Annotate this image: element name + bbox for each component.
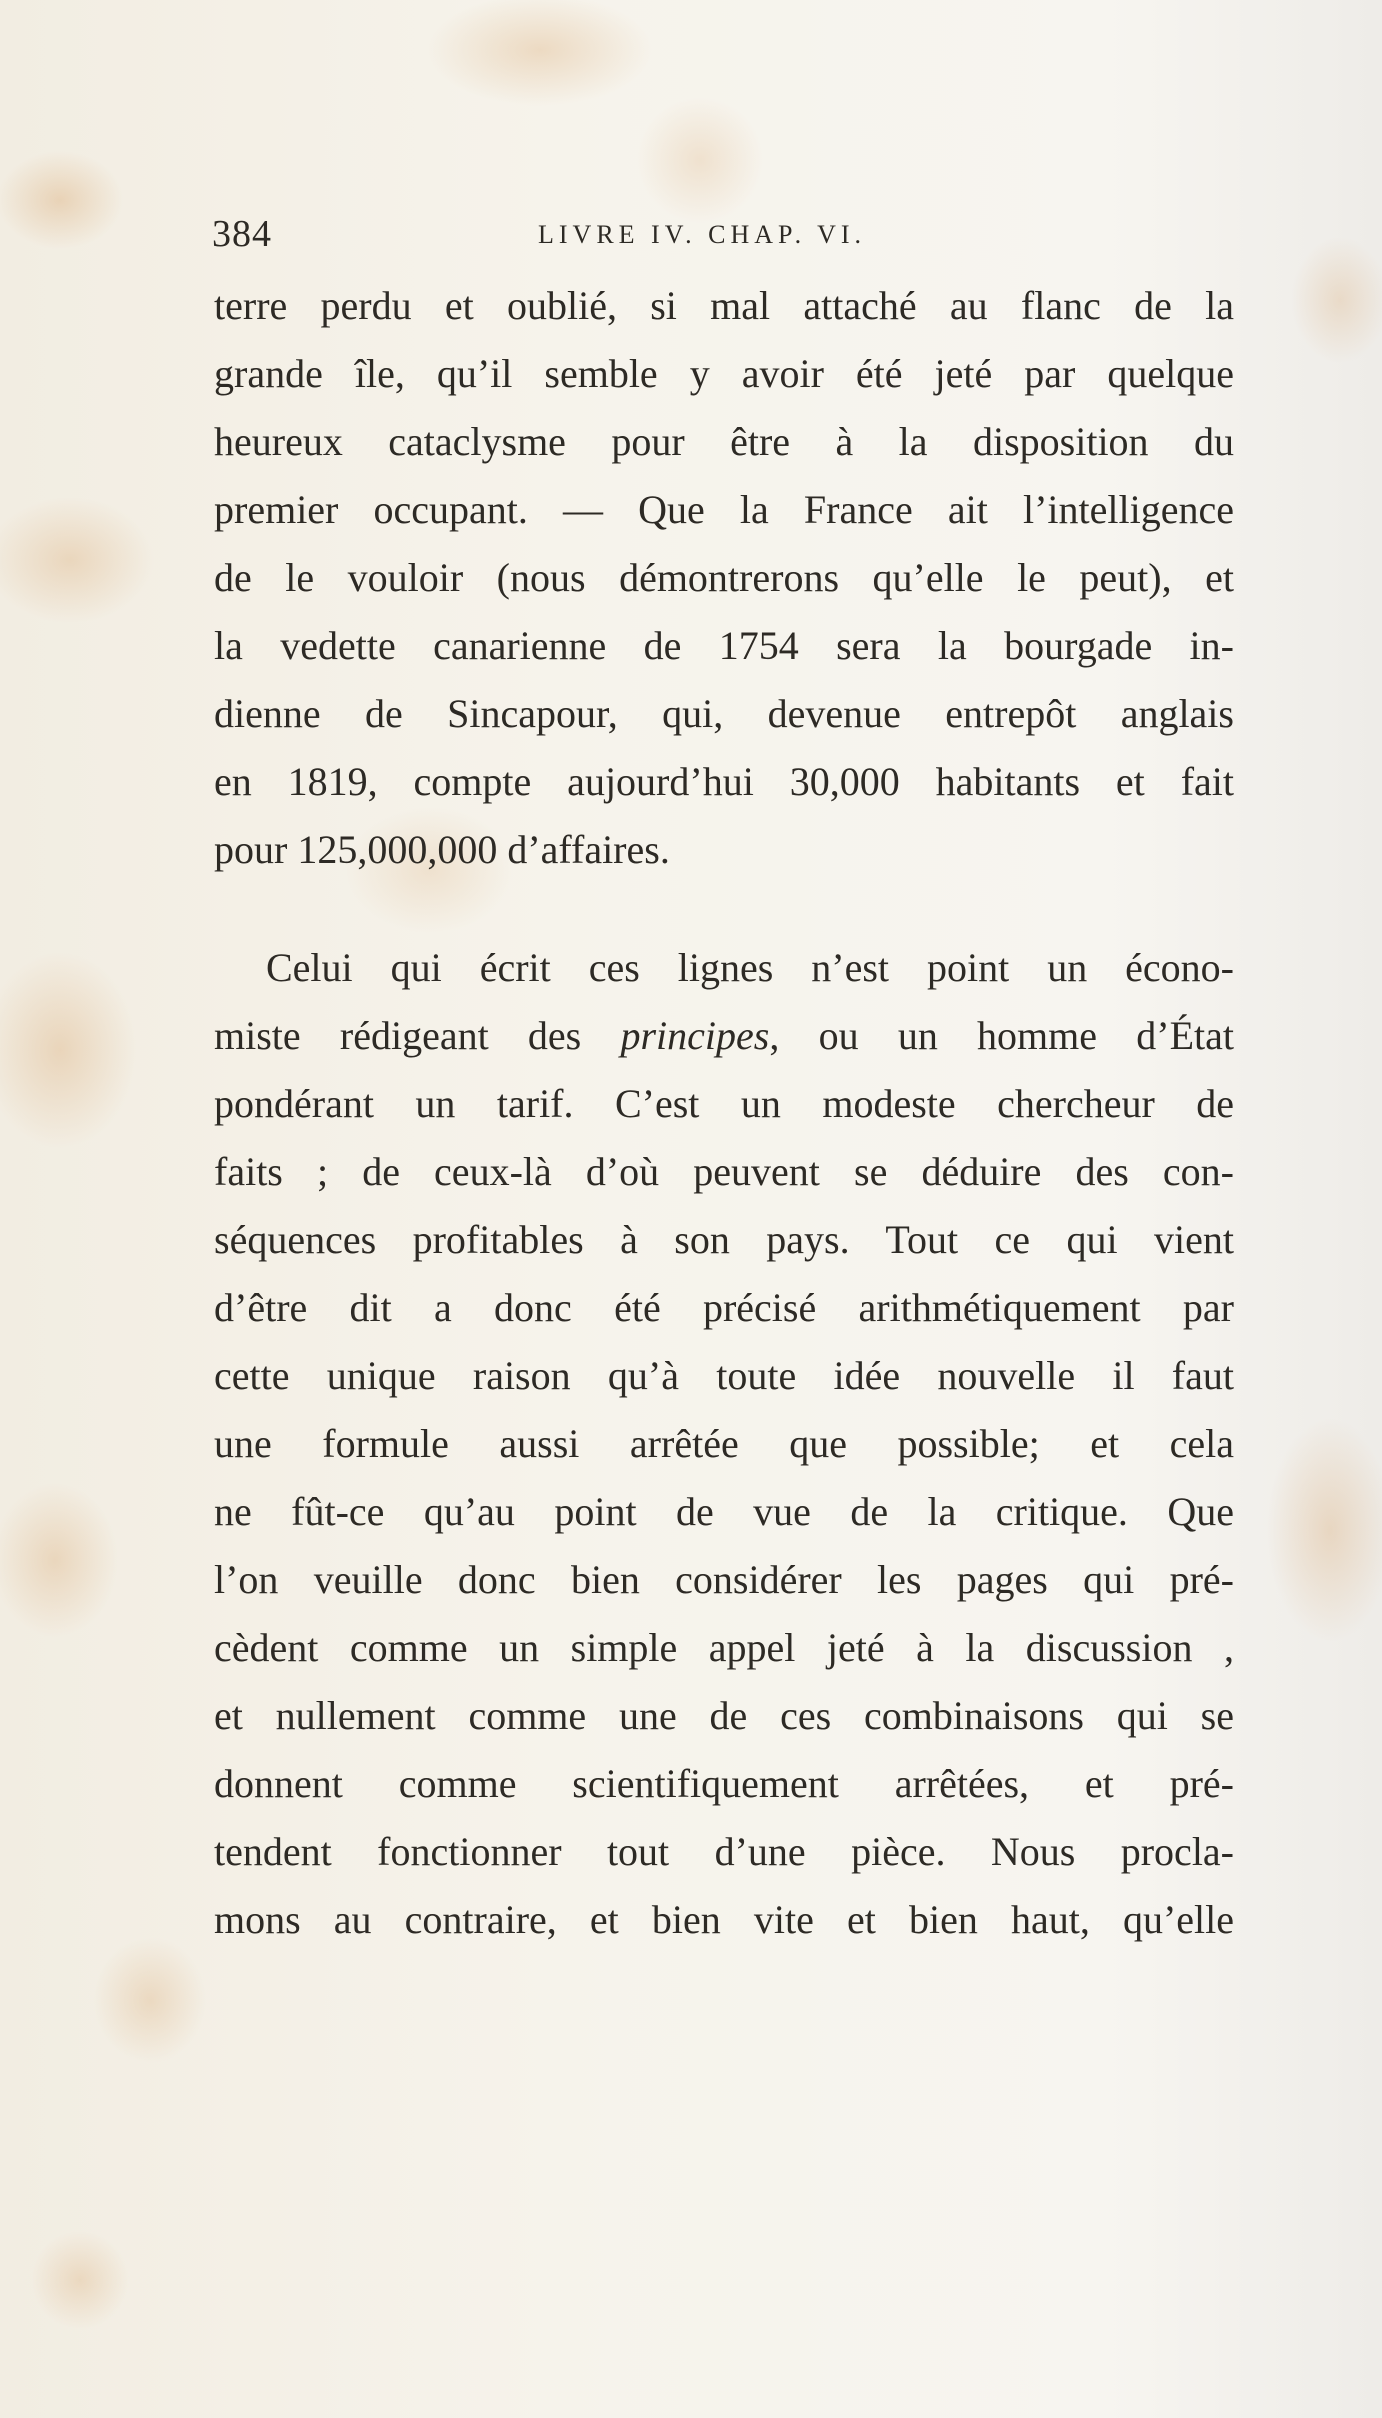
text-line: premier occupant. — Que la France ait l’intelligence <box>214 487 1234 532</box>
text-line: cèdent comme un simple appel jeté à la discussion , <box>214 1625 1234 1670</box>
text-line: tendent fonctionner tout d’une pièce. Nous procla- <box>214 1829 1234 1874</box>
paragraph-2 <box>214 934 1234 1954</box>
text-line: pour 125,000,000 d’affaires. <box>214 827 670 872</box>
text-line: mons au contraire, et bien vite et bien haut, qu’elle <box>214 1897 1234 1942</box>
paragraph-1 <box>214 272 1234 884</box>
text-line: donnent comme scientifiquement arrêtées, et pré- <box>214 1761 1234 1806</box>
text-line <box>214 1002 1234 1070</box>
text-line: ne fût-ce qu’au point de vue de la critique. Que <box>214 1489 1234 1534</box>
text-line: et nullement comme une de ces combinaisons qui se <box>214 1693 1234 1738</box>
text-line: grande île, qu’il semble y avoir été jeté par quelque <box>214 351 1234 396</box>
text-line: Celui qui écrit ces lignes n’est point un écono- <box>266 945 1234 990</box>
text-segment: , ou un homme d’État <box>769 1013 1234 1058</box>
text-line: dienne de Sincapour, qui, devenue entrepôt anglais <box>214 691 1234 736</box>
page-number: 384 <box>212 213 272 255</box>
text-line: l’on veuille donc bien considérer les pages qui pré- <box>214 1557 1234 1602</box>
text-line: séquences profitables à son pays. Tout ce qui vient <box>214 1217 1234 1262</box>
text-line: de le vouloir (nous démontrerons qu’elle le peut), et <box>214 555 1234 600</box>
text-line: cette unique raison qu’à toute idée nouvelle il faut <box>214 1353 1234 1398</box>
text-line: une formule aussi arrêtée que possible; et cela <box>214 1421 1234 1466</box>
page-header <box>212 206 1232 262</box>
text-segment: miste rédigeant des <box>214 1013 621 1058</box>
text-line: la vedette canarienne de 1754 sera la bourgade in- <box>214 623 1234 668</box>
running-head: LIVRE IV. CHAP. VI. <box>538 220 867 249</box>
text-line: terre perdu et oublié, si mal attaché au flanc de la <box>214 283 1234 328</box>
text-line: pondérant un tarif. C’est un modeste chercheur de <box>214 1081 1234 1126</box>
text-line: faits ; de ceux-là d’où peuvent se déduire des con- <box>214 1149 1234 1194</box>
text-line: d’être dit a donc été précisé arithmétiquement par <box>214 1285 1234 1330</box>
paragraph-gap <box>214 884 1234 934</box>
text-line: en 1819, compte aujourd’hui 30,000 habitants et fait <box>214 759 1234 804</box>
body-text <box>214 272 1234 1954</box>
text-line: heureux cataclysme pour être à la disposition du <box>214 419 1234 464</box>
italic-term: principes <box>620 1013 770 1058</box>
